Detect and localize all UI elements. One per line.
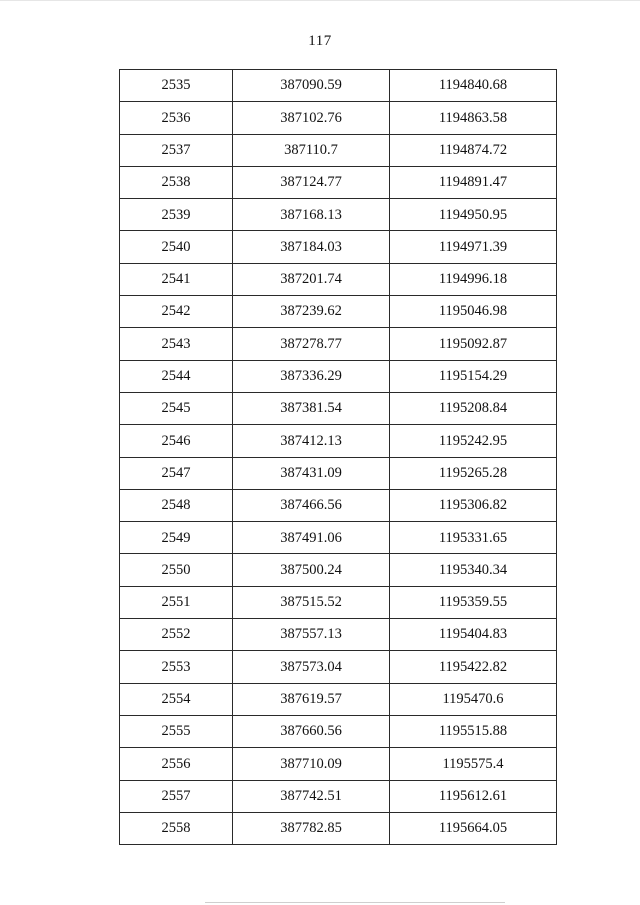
x-coordinate-cell: 387110.7 <box>233 134 390 166</box>
y-coordinate-cell: 1195575.4 <box>390 748 557 780</box>
point-number-cell: 2556 <box>120 748 233 780</box>
table-row <box>120 586 557 618</box>
y-coordinate-cell: 1195208.84 <box>390 392 557 424</box>
x-coordinate-cell: 387336.29 <box>233 360 390 392</box>
table-row <box>120 715 557 747</box>
y-coordinate-cell: 1194863.58 <box>390 102 557 134</box>
y-coordinate-cell: 1195422.82 <box>390 651 557 683</box>
table-row <box>120 166 557 198</box>
point-number-cell: 2550 <box>120 554 233 586</box>
point-number-cell: 2537 <box>120 134 233 166</box>
table-row <box>120 748 557 780</box>
table-row <box>120 780 557 812</box>
table-row <box>120 522 557 554</box>
x-coordinate-cell: 387124.77 <box>233 166 390 198</box>
x-coordinate-cell: 387710.09 <box>233 748 390 780</box>
y-coordinate-cell: 1194891.47 <box>390 166 557 198</box>
y-coordinate-cell: 1195306.82 <box>390 489 557 521</box>
x-coordinate-cell: 387090.59 <box>233 70 390 102</box>
x-coordinate-cell: 387184.03 <box>233 231 390 263</box>
coordinate-table-body <box>120 70 557 845</box>
point-number-cell: 2545 <box>120 392 233 424</box>
point-number-cell: 2542 <box>120 296 233 328</box>
y-coordinate-cell: 1195664.05 <box>390 812 557 844</box>
x-coordinate-cell: 387782.85 <box>233 812 390 844</box>
y-coordinate-cell: 1195242.95 <box>390 425 557 457</box>
table-row <box>120 425 557 457</box>
y-coordinate-cell: 1195612.61 <box>390 780 557 812</box>
table-row <box>120 102 557 134</box>
table-row <box>120 296 557 328</box>
point-number-cell: 2539 <box>120 199 233 231</box>
table-row <box>120 263 557 295</box>
point-number-cell: 2536 <box>120 102 233 134</box>
y-coordinate-cell: 1195092.87 <box>390 328 557 360</box>
x-coordinate-cell: 387515.52 <box>233 586 390 618</box>
point-number-cell: 2535 <box>120 70 233 102</box>
point-number-cell: 2548 <box>120 489 233 521</box>
y-coordinate-cell: 1195359.55 <box>390 586 557 618</box>
table-row <box>120 231 557 263</box>
table-row <box>120 328 557 360</box>
table-row <box>120 457 557 489</box>
y-coordinate-cell: 1195331.65 <box>390 522 557 554</box>
x-coordinate-cell: 387660.56 <box>233 715 390 747</box>
point-number-cell: 2541 <box>120 263 233 295</box>
table-row <box>120 554 557 586</box>
point-number-cell: 2558 <box>120 812 233 844</box>
table-row <box>120 392 557 424</box>
y-coordinate-cell: 1195404.83 <box>390 619 557 651</box>
x-coordinate-cell: 387573.04 <box>233 651 390 683</box>
point-number-cell: 2547 <box>120 457 233 489</box>
x-coordinate-cell: 387239.62 <box>233 296 390 328</box>
point-number-cell: 2552 <box>120 619 233 651</box>
point-number-cell: 2554 <box>120 683 233 715</box>
y-coordinate-cell: 1194971.39 <box>390 231 557 263</box>
table-row <box>120 489 557 521</box>
y-coordinate-cell: 1195515.88 <box>390 715 557 747</box>
x-coordinate-cell: 387500.24 <box>233 554 390 586</box>
x-coordinate-cell: 387466.56 <box>233 489 390 521</box>
x-coordinate-cell: 387557.13 <box>233 619 390 651</box>
table-row <box>120 70 557 102</box>
y-coordinate-cell: 1194950.95 <box>390 199 557 231</box>
y-coordinate-cell: 1195265.28 <box>390 457 557 489</box>
point-number-cell: 2546 <box>120 425 233 457</box>
point-number-cell: 2540 <box>120 231 233 263</box>
y-coordinate-cell: 1194840.68 <box>390 70 557 102</box>
x-coordinate-cell: 387742.51 <box>233 780 390 812</box>
point-number-cell: 2538 <box>120 166 233 198</box>
coordinate-table <box>119 69 557 845</box>
x-coordinate-cell: 387201.74 <box>233 263 390 295</box>
table-row <box>120 683 557 715</box>
y-coordinate-cell: 1195340.34 <box>390 554 557 586</box>
point-number-cell: 2553 <box>120 651 233 683</box>
table-row <box>120 360 557 392</box>
point-number-cell: 2555 <box>120 715 233 747</box>
point-number-cell: 2549 <box>120 522 233 554</box>
x-coordinate-cell: 387619.57 <box>233 683 390 715</box>
y-coordinate-cell: 1194874.72 <box>390 134 557 166</box>
y-coordinate-cell: 1195470.6 <box>390 683 557 715</box>
point-number-cell: 2557 <box>120 780 233 812</box>
point-number-cell: 2543 <box>120 328 233 360</box>
table-row <box>120 199 557 231</box>
table-row <box>120 134 557 166</box>
table-row <box>120 619 557 651</box>
x-coordinate-cell: 387102.76 <box>233 102 390 134</box>
x-coordinate-cell: 387412.13 <box>233 425 390 457</box>
table-row <box>120 812 557 844</box>
x-coordinate-cell: 387278.77 <box>233 328 390 360</box>
scan-bottom-edge <box>205 902 505 903</box>
x-coordinate-cell: 387431.09 <box>233 457 390 489</box>
y-coordinate-cell: 1194996.18 <box>390 263 557 295</box>
x-coordinate-cell: 387381.54 <box>233 392 390 424</box>
page-number: 117 <box>308 33 332 49</box>
scan-top-edge <box>0 0 640 1</box>
y-coordinate-cell: 1195154.29 <box>390 360 557 392</box>
table-row <box>120 651 557 683</box>
x-coordinate-cell: 387491.06 <box>233 522 390 554</box>
point-number-cell: 2551 <box>120 586 233 618</box>
point-number-cell: 2544 <box>120 360 233 392</box>
x-coordinate-cell: 387168.13 <box>233 199 390 231</box>
y-coordinate-cell: 1195046.98 <box>390 296 557 328</box>
